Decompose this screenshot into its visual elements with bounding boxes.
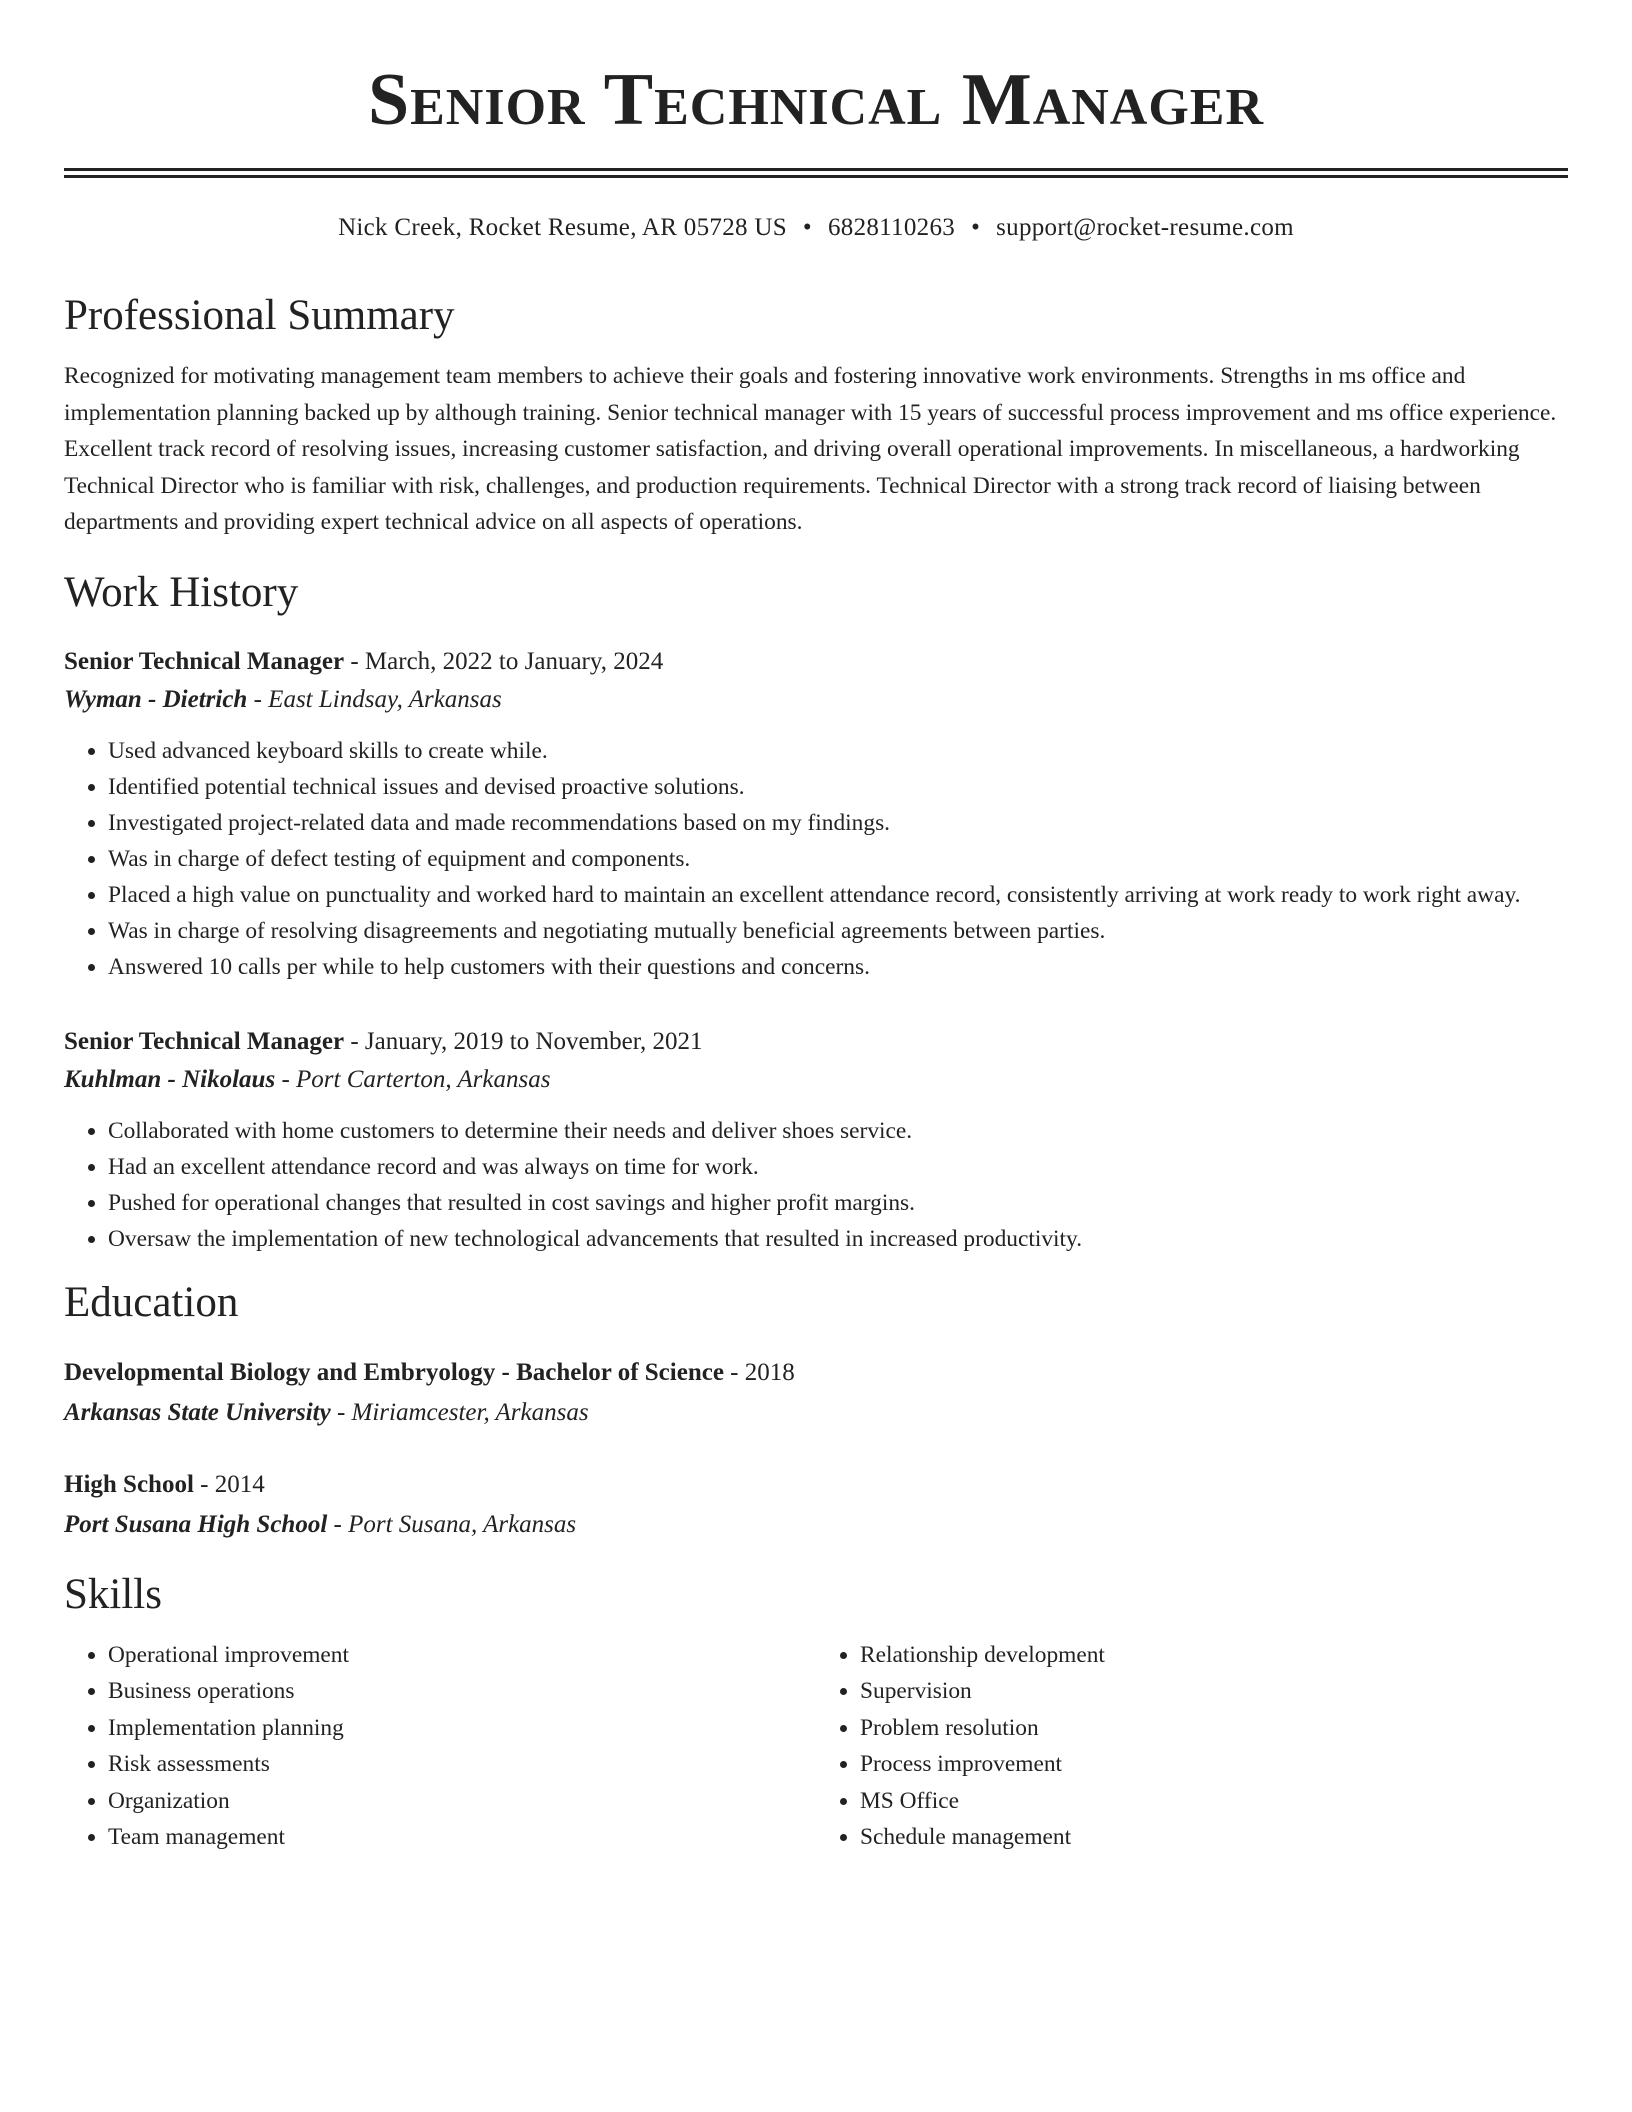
degree-year: - 2014 xyxy=(193,1470,265,1498)
degree-name: High School xyxy=(64,1470,194,1498)
job-dates: - January, 2019 to November, 2021 xyxy=(344,1027,703,1055)
skills-list-left xyxy=(64,1637,816,1856)
skill-item: • Operational improvement xyxy=(108,1637,816,1674)
job-entry xyxy=(64,643,1568,985)
list-item: • Placed a high value on punctuality and worked hard to maintain an excellent attendance record, consistently arriving at work ready to work right away. xyxy=(108,877,1568,913)
employer-line xyxy=(64,681,1568,719)
contact-address: Nick Creek, Rocket Resume, AR 05728 US xyxy=(338,214,787,241)
skill-item: • Team management xyxy=(108,1819,816,1856)
school-name: Arkansas State University xyxy=(64,1398,331,1426)
skill-item: • Process improvement xyxy=(860,1746,1568,1783)
skills-columns xyxy=(64,1637,1568,1856)
list-item: • Answered 10 calls per while to help customers with their questions and concerns. xyxy=(108,949,1568,985)
section-title-work-history: Work History xyxy=(64,568,299,616)
skill-item: • Relationship development xyxy=(860,1637,1568,1674)
resume-page xyxy=(64,0,1568,1856)
contact-line xyxy=(64,210,1568,246)
degree-year: - 2018 xyxy=(723,1358,795,1386)
contact-phone: 6828110263 xyxy=(827,214,956,241)
skill-item: • Organization xyxy=(108,1783,816,1820)
job-heading xyxy=(64,643,1568,681)
education-entry xyxy=(64,1353,1568,1433)
employer-name: Wyman - Dietrich xyxy=(64,685,248,713)
list-item: • Investigated project-related data and made recommendations based on my findings. xyxy=(108,805,1568,841)
employer-location: - East Lindsay, Arkansas xyxy=(247,685,502,713)
employer-location: - Port Carterton, Arkansas xyxy=(275,1065,551,1093)
degree-heading xyxy=(64,1353,1568,1393)
contact-separator: • xyxy=(971,214,981,241)
list-item: • Oversaw the implementation of new technological advancements that resulted in increased productivity. xyxy=(108,1221,1568,1257)
list-item: • Identified potential technical issues and devised proactive solutions. xyxy=(108,769,1568,805)
school-location: - Miriamcester, Arkansas xyxy=(330,1398,589,1426)
school-line xyxy=(64,1505,1568,1545)
job-bullets xyxy=(64,1113,1568,1257)
education-entry xyxy=(64,1465,1568,1545)
school-name: Port Susana High School xyxy=(64,1510,328,1538)
resume-title: Senior Technical Manager xyxy=(367,59,1265,141)
section-title-education: Education xyxy=(64,1278,239,1326)
school-location: - Port Susana, Arkansas xyxy=(327,1510,577,1538)
skill-item: • Risk assessments xyxy=(108,1746,816,1783)
section-title-skills: Skills xyxy=(64,1570,162,1618)
list-item: • Had an excellent attendance record and was always on time for work. xyxy=(108,1149,1568,1185)
list-item: • Was in charge of defect testing of equipment and components. xyxy=(108,841,1568,877)
list-item: • Was in charge of resolving disagreements and negotiating mutually beneficial agreements between parties. xyxy=(108,913,1568,949)
skill-item: • Business operations xyxy=(108,1673,816,1710)
skill-item: • Implementation planning xyxy=(108,1710,816,1747)
degree-heading xyxy=(64,1465,1568,1505)
job-role: Senior Technical Manager xyxy=(64,647,345,675)
contact-separator: • xyxy=(802,214,812,241)
list-item: • Collaborated with home customers to determine their needs and deliver shoes service. xyxy=(108,1113,1568,1149)
job-entry xyxy=(64,1023,1568,1257)
skill-item: • MS Office xyxy=(860,1783,1568,1820)
list-item: • Pushed for operational changes that resulted in cost savings and higher profit margins. xyxy=(108,1185,1568,1221)
title-double-rule xyxy=(64,168,1568,178)
employer-line xyxy=(64,1061,1568,1099)
summary-text: Recognized for motivating management team members to achieve their goals and fostering innovative work environments. Strengths in ms office and implementation planning backed up by although training. Senior technical manager with 15 years of successful process improvement and ms office experience. Excellent track record of resolving issues, increasing customer satisfaction, and driving overall operational improvements. In miscellaneous, a hardworking Technical Director who is familiar with risk, challenges, and production requirements. Technical Director with a strong track record of liaising between departments and providing expert technical advice on all aspects of operations. xyxy=(64,363,1557,535)
skills-list-right xyxy=(816,1637,1568,1856)
job-bullets xyxy=(64,733,1568,985)
contact-email: support@rocket-resume.com xyxy=(996,214,1294,241)
job-role: Senior Technical Manager xyxy=(64,1027,345,1055)
skill-item: • Supervision xyxy=(860,1673,1568,1710)
section-title-summary: Professional Summary xyxy=(64,292,455,339)
degree-name: Developmental Biology and Embryology - Bachelor of Science xyxy=(64,1358,724,1386)
school-line xyxy=(64,1393,1568,1433)
skill-item: • Schedule management xyxy=(860,1819,1568,1856)
list-item: • Used advanced keyboard skills to create while. xyxy=(108,733,1568,769)
job-dates: - March, 2022 to January, 2024 xyxy=(344,647,664,675)
skill-item: • Problem resolution xyxy=(860,1710,1568,1747)
employer-name: Kuhlman - Nikolaus xyxy=(64,1065,276,1093)
job-heading xyxy=(64,1023,1568,1061)
